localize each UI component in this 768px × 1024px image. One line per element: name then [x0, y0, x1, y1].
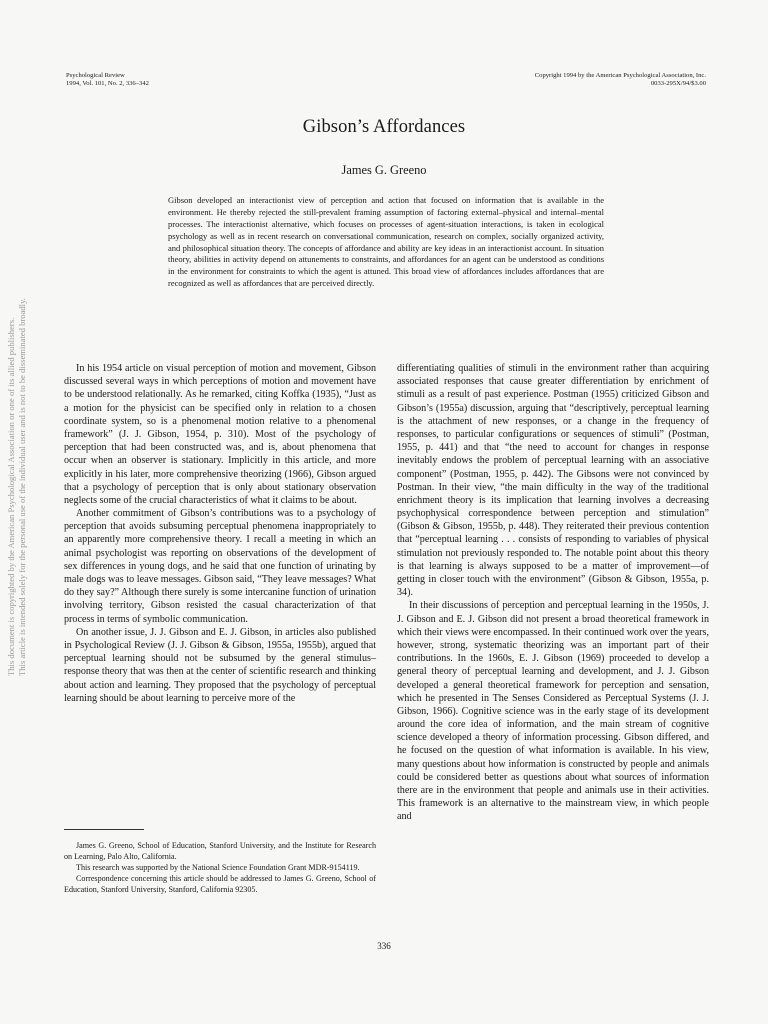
page-number: 336 [377, 941, 391, 951]
article-author: James G. Greeno [341, 163, 427, 177]
footnote-correspondence: Correspondence concerning this article should be addressed to James G. Greeno, School of Education, Stanford University, Stanford, California 92305. [64, 874, 376, 895]
footnote-rule [64, 829, 144, 830]
body-column-right [397, 362, 709, 824]
body-paragraph: In his 1954 article on visual perception of motion and movement, Gibson discussed several ways in which perceptions of motion and movement have to be understood relationally. As he remarked, citing Koffka (1935), “Just as a motion for the physicist can be specified only in relation to a chosen coordinate system, so is a phenomenal motion relative to a phenomenal framework” (J. J. Gibson, 1954, p. 310). Most of the psychology of perception that had been constructed was, and is, about phenomena that occur when an observer is stationary. Implicitly in this article, and more explicitly in his later, more comprehensive theorizing (1966), Gibson argued that a psychology of perception that is only about stationary observation neglects some of the crucial characteristics of what it claims to be about. [64, 363, 376, 506]
body-paragraph: On another issue, J. J. Gibson and E. J. Gibson, in articles also published in Psychological Review (J. J. Gibson & Gibson, 1955a, 1955b), argued that perceptual learning should not be subsumed by the general stimulus–response theory that was then at the center of scientific research and thinking about action and learning. They proposed that the psychology of perceptual learning should be about learning to perceive more of the [64, 626, 376, 704]
running-header-left [66, 72, 149, 87]
article-title: Gibson’s Affordances [302, 117, 466, 137]
author-footnotes [64, 840, 376, 895]
footnote-affiliation: James G. Greeno, School of Education, Stanford University, and the Institute for Research on Learning, Palo Alto, California. [64, 841, 376, 862]
footnote-funding: This research was supported by the National Science Foundation Grant MDR-9154119. [76, 863, 360, 873]
abstract [168, 195, 604, 290]
copyright-notice: Copyright 1994 by the American Psychological Association, Inc. [534, 72, 706, 79]
journal-volume: 1994, Vol. 101, No. 2, 336–342 [66, 79, 149, 87]
article-code: 0033-295X/94/$3.00 [650, 79, 706, 87]
copyright-side-note [6, 276, 30, 676]
running-header-right [535, 72, 706, 87]
body-paragraph: differentiating qualities of stimuli in the environment rather than acquiring associated responses that cause greater differentiation by enrichment of stimuli as a result of past experience. Postman (1955) criticized Gibson and Gibson’s (1955a) discussion, arguing that “descriptively, perceptual learning is the attachment of new responses, or a change in the frequency of responses, to particular configurations or sequences of stimuli” (Postman, 1955, p. 441) and that “the need to account for changes in response inevitably endows the problem of perceptual learning with an associative component” (Postman, 1955, p. 442). The Gibsons were not convinced by Postman. In their view, “the main difficulty in the way of the traditional enrichment theory is its implication that learning involves a decreasing psychophysical correspondence between perception and stimulation” (Gibson & Gibson, 1955b, p. 448). They reiterated their previous contention that “perceptual learning . . . consists of responding to variables of physical stimulation not previously responded to. The notable point about this theory is that learning is always supposed to be a matter of improvement—of getting in closer touch with the environment” (Gibson & Gibson, 1955a, p. 34). [397, 363, 709, 599]
side-note-line-2: This article is intended solely for the personal use of the individual user and is not to be disseminated broadly. [17, 298, 27, 676]
body-paragraph: In their discussions of perception and perceptual learning in the 1950s, J. J. Gibson and E. J. Gibson did not present a broad theoretical framework in which their views were encompassed. In their continued work over the years, however, strong, systematic theorizing was an important part of their contributions. In the 1960s, E. J. Gibson (1969) proceeded to develop a general theory of perceptual learning and development, and J. J. Gibson developed a general theoretical framework for perception and sensation, which he presented in The Senses Considered as Perceptual Systems (J. J. Gibson, 1966). Cognitive science was in the early stage of its development around the core idea of information, and the main stream of cognitive science developed a theory of information processing. Gibson differed, and he focused on the question of what information is available. In his view, many questions about how information is constructed by people and animals could be considered better as questions about what sources of information there are in the environment that people and animals use in their activities. This framework is an alternative to the mainstream view, in which people and [397, 600, 709, 823]
body-paragraph: Another commitment of Gibson’s contributions was to a psychology of perception that avoids subsuming perceptual phenomena inappropriately to an apparently more comprehensive theory. I recall a meeting in which an animal psychologist was reporting on observations of the development of sex differences in young dogs, and he said that one function of urinating by male dogs was to leave messages. Gibson said, “They leave messages? What do they say?” Although there surely is some intercanine function of urination involving territory, Gibson resisted the casual characterization of that process in terms of symbolic communication. [64, 508, 376, 625]
abstract-text: Gibson developed an interactionist view of perception and action that focused on information that is available in the environment. He thereby rejected the still-prevalent framing assumption of factoring external–physical and internal–mental processes. The interactionist alternative, which focuses on processes of agent-situation interactions, is taken in ecological psychology as well as in recent research on conversational communication, research on complex, socially organized activity, and philosophical situation theory. The concepts of affordance and ability are key ideas in an interactionist account. In situation theory, abilities in activity depend on attunements to constraints, and affordances for an agent can be understood as conditions in the environment for constraints to which the agent is attuned. This broad view of affordances includes affordances that are recognized as well as affordances that are perceived directly. [168, 195, 604, 289]
body-column-left [64, 362, 376, 705]
side-note-line-1: This document is copyrighted by the American Psychological Association or one of its allied publishers. [6, 317, 16, 676]
journal-name: Psychological Review [66, 72, 125, 79]
